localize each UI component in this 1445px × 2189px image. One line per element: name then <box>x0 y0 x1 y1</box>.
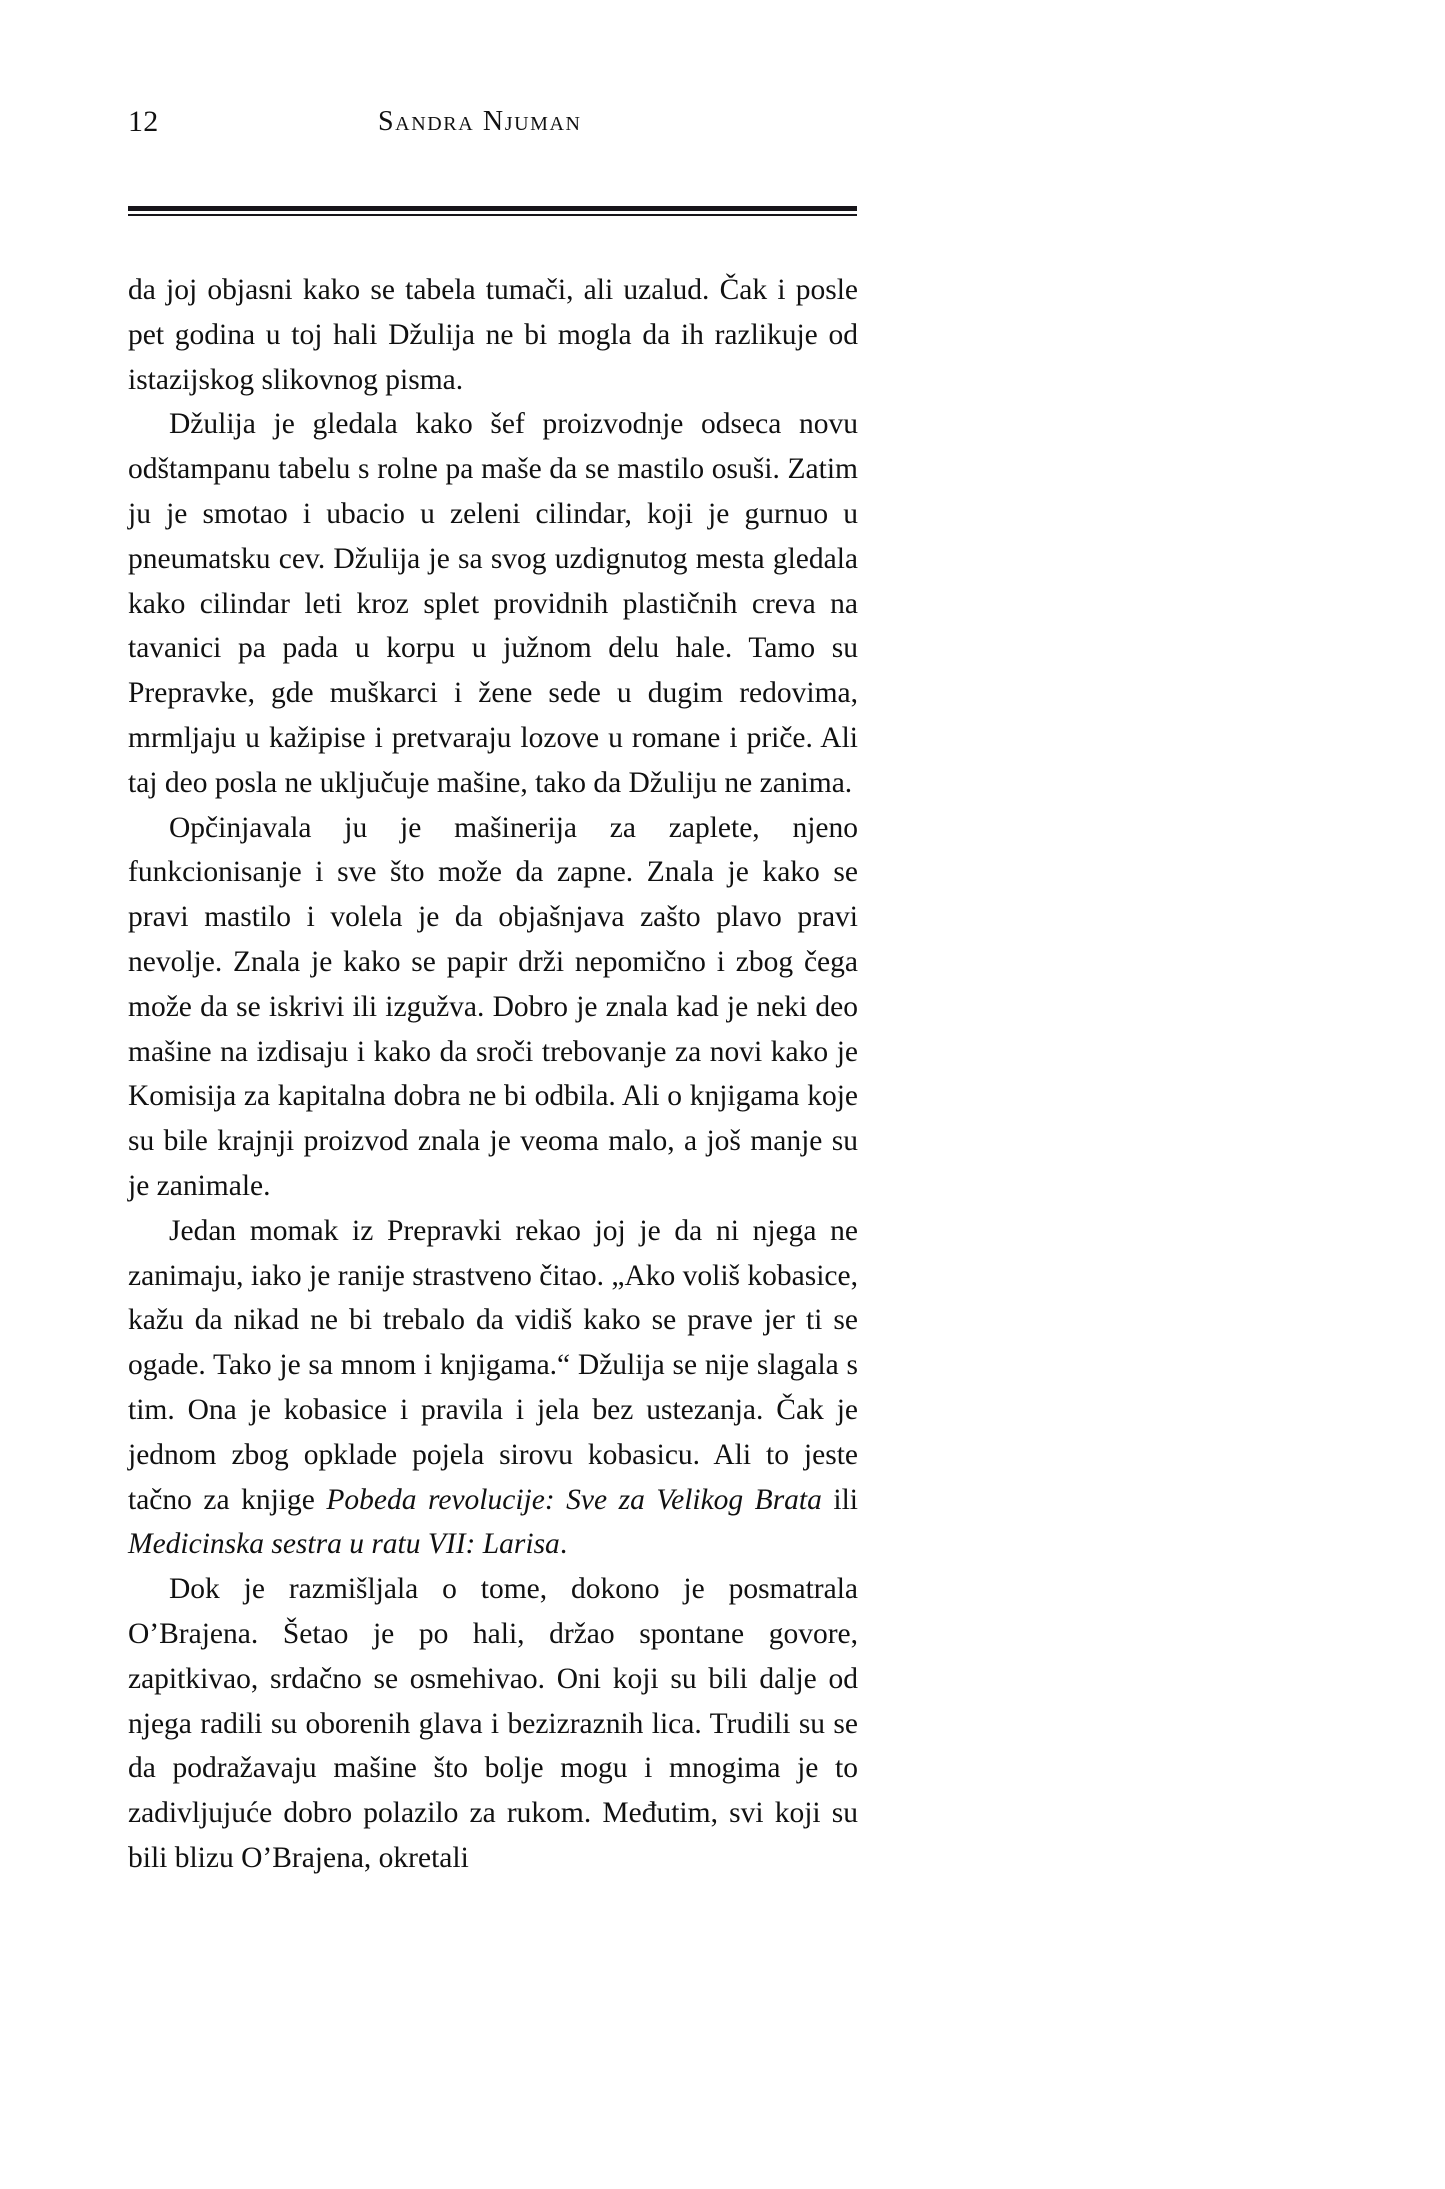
body-text-run: Opčinjavala ju je mašinerija za zaplete, njeno funkcionisanje i sve što može da zapne. Znala je kako se pravi mastilo i volela je da objašnjava zašto plavo pravi nevolje. Znala je kako se papir drži nepomično i zbog čega može da se iskrivi ili izgužva. Dobro je znala kad je neki deo mašine na izdisaju i kako da sroči trebovanje za novi kako je Komisija za kapitalna dobra ne bi odbila. Ali o knjigama koje su bile krajnji proizvod znala je veoma malo, a još manje su je zanimale. <box>128 811 858 1202</box>
body-text-run: Dok je razmišljala o tome, dokono je posmatrala O’Brajena. Šetao je po hali, držao spontane govore, zapitkivao, srdačno se osmehivao. Oni koji su bili dalje od njega radili su oborenih glava i bezizraznih lica. Trudili su se da podražavaju mašine što bolje mogu i mnogima je to zadivljujuće dobro polazilo za rukom. Međutim, svi koji su bili blizu O’Brajena, okretali <box>128 1573 858 1874</box>
body-paragraph <box>128 1567 858 1881</box>
body-paragraph <box>128 268 858 402</box>
body-paragraph <box>128 402 858 805</box>
running-head-author: Sandra Njuman <box>378 106 582 137</box>
header-double-rule <box>128 206 857 216</box>
body-text-run: ili <box>821 1483 858 1516</box>
running-head <box>128 100 858 160</box>
rule-thin <box>128 214 857 216</box>
body-text-block <box>128 268 858 1881</box>
page-number: 12 <box>128 105 159 138</box>
body-text-run: Džulija je gledala kako šef proizvodnje odseca novu odštampanu tabelu s rolne pa maše da se mastilo osuši. Zatim ju je smotao i ubacio u zeleni cilindar, koji je gurnuo u pneumatsku cev. Džulija je sa svog uzdignutog mesta gledala kako cilindar leti kroz splet providnih plastičnih creva na tavanici pa pada u korpu u južnom delu hale. Tamo su Prepravke, gde muškarci i žene sede u dugim redovima, mrmljaju u kažipise i pretvaraju lozove u romane i priče. Ali taj deo posla ne uključuje mašine, tako da Džuliju ne zanima. <box>128 408 858 799</box>
italic-title: Pobeda revolucije: Sve za Velikog Brata <box>326 1483 822 1516</box>
body-paragraph <box>128 1209 858 1567</box>
body-paragraph <box>128 806 858 1209</box>
body-text-run: Jedan momak iz Prepravki rekao joj je da ni njega ne zanimaju, iako je ranije strastveno čitao. „Ako voliš kobasice, kažu da nikad ne bi trebalo da vidiš kako se prave jer ti se ogade. Tako je sa mnom i knjigama.“ Džulija se nije slagala s tim. Ona je kobasice i pravila i jela bez ustezanja. Čak je jednom zbog opklade pojela sirovu kobasicu. Ali to jeste tačno za knjige <box>128 1214 858 1516</box>
italic-title: Medicinska sestra u ratu VII: Larisa <box>128 1528 560 1561</box>
body-text-run: . <box>559 1528 568 1561</box>
body-text-run: da joj objasni kako se tabela tumači, ali uzalud. Čak i posle pet godina u toj hali Džulija ne bi mogla da ih razlikuje od istazijskog slikovnog pisma. <box>128 274 858 396</box>
